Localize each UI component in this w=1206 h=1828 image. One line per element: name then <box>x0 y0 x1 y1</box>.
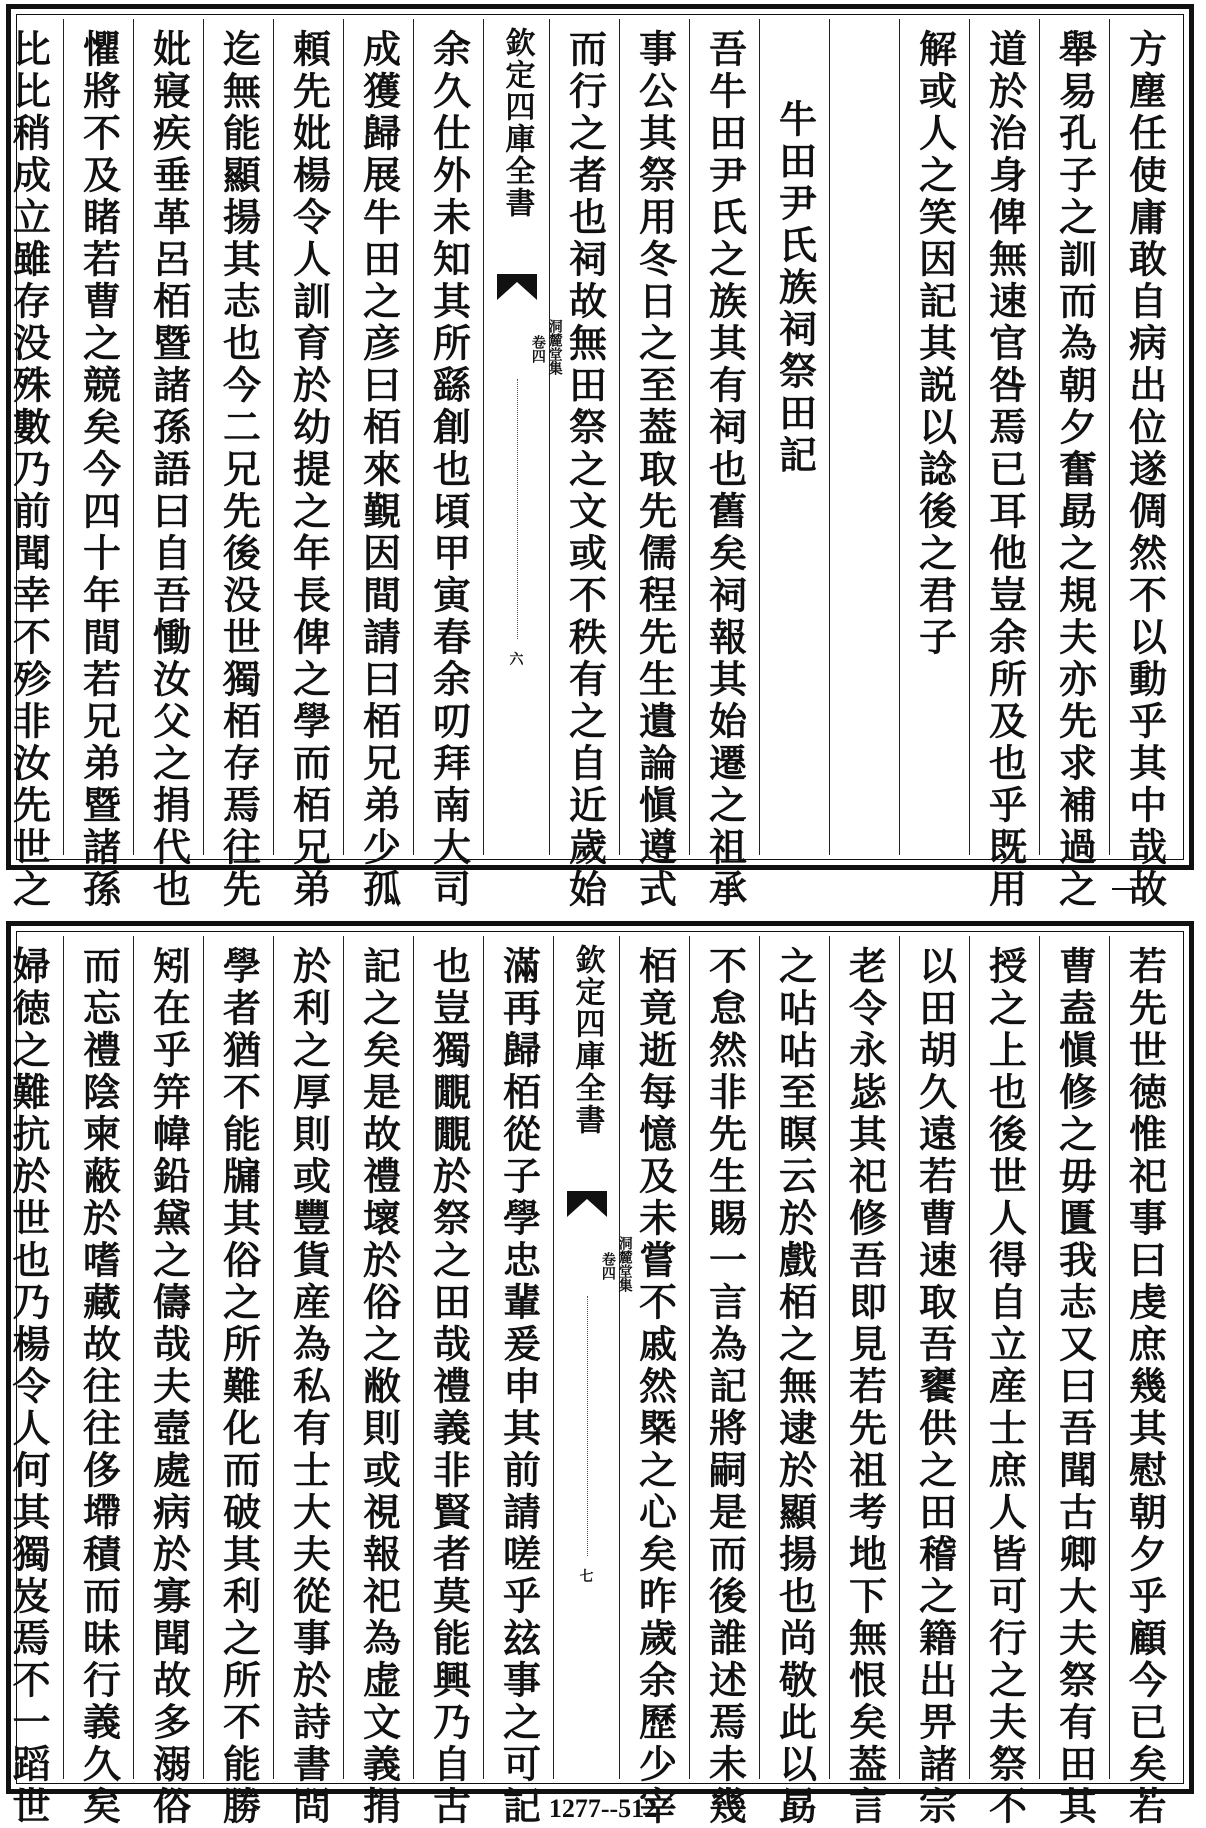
column-text: 也豈獨覵覵於祭之田哉禮義非賢者莫能興乃自古 <box>426 946 472 1828</box>
column-text: 方塵任使庸敢自病出位遂倜然不以動乎其中哉故 <box>1122 29 1168 911</box>
text-column-blank <box>829 19 899 855</box>
text-column <box>413 19 483 911</box>
text-column <box>0 936 63 1828</box>
text-column <box>829 936 899 1828</box>
column-text: 若先世徳惟祀事曰虔庶幾其慰朝夕乎顧今已矣若 <box>1122 946 1168 1828</box>
column-text: 道於治身俾無速官咎焉已耳他豈余所及也乎既用 <box>982 29 1028 911</box>
center-fold-column <box>553 936 633 1779</box>
volume-number: 卷四 <box>529 335 546 363</box>
text-column <box>203 19 273 911</box>
text-column <box>969 936 1039 1828</box>
column-text: 記之矣是故禮壞於俗之敝則或視報祀為虚文義捐 <box>356 946 402 1828</box>
text-column <box>203 936 273 1828</box>
text-column <box>899 936 969 1828</box>
text-column <box>133 19 203 911</box>
volume-label <box>471 319 561 375</box>
text-column <box>546 19 619 911</box>
text-column <box>689 19 759 911</box>
text-column <box>413 936 483 1828</box>
fold-line <box>587 1296 588 1556</box>
column-text: 成獲歸展牛田之彦曰栢來覲因間請曰栢兄弟少孤 <box>356 29 402 911</box>
column-text: 余久仕外未知其所繇創也頃甲寅春余叨拜南大司 <box>426 29 472 911</box>
collection-name: 洞麓堂集 <box>616 1236 633 1292</box>
text-column <box>1039 19 1109 911</box>
column-text: 舉易孔子之訓而為朝夕奮勗之規夫亦先求補過之 <box>1052 29 1098 911</box>
leaf-number: 六 <box>509 652 524 668</box>
column-text: 頼先妣楊令人訓育於幼提之年長俾之學而栢兄弟 <box>286 29 332 911</box>
column-text: 滿再歸栢從子學忠輩爰申其前請嗟乎玆事之可記 <box>496 946 542 1828</box>
collection-name: 洞麓堂集 <box>546 319 563 375</box>
column-text: 解或人之笑因記其説以諗後之君子 <box>912 29 958 659</box>
column-text: 迄無能顯揚其志也今二兄先後没世獨栢存焉往先 <box>216 29 262 911</box>
text-column <box>343 936 413 1828</box>
column-text: 妣寢疾垂革呂栢暨諸孫語曰自吾慟汝父之捐代也 <box>146 29 192 911</box>
book-title: 欽定四庫全書 <box>499 27 535 219</box>
book-title: 欽定四庫全書 <box>569 944 605 1136</box>
column-text: 事公其祭用冬日之至葢取先儒程先生遺論愼遵式 <box>632 29 678 911</box>
text-column <box>63 936 133 1828</box>
column-text: 以田胡久遠若曹速取吾饔供之田稽之籍出畀諸宗 <box>912 946 958 1828</box>
column-text: 學者猶不能牖其俗之所難化而破其利之所不能勝 <box>216 946 262 1828</box>
column-text: 授之上也後世人得自立産士庶人皆可行之夫祭不 <box>982 946 1028 1828</box>
volume-label <box>541 1236 631 1292</box>
text-column <box>1109 19 1179 911</box>
fish-tail-mark-icon <box>567 1191 607 1217</box>
column-text: 之呫呫至瞑云於戲栢之無逮於顯揚也尚敬此以勗 <box>772 946 818 1828</box>
text-column <box>1109 936 1179 1828</box>
fish-tail-mark-icon <box>497 274 537 300</box>
text-column <box>273 936 343 1828</box>
center-fold-column <box>483 19 563 855</box>
column-text: 婦徳之難抗於世也乃楊令人何其獨岌焉不一蹈世 <box>6 946 51 1828</box>
text-column <box>63 19 133 911</box>
column-text: 吾牛田尹氏之族其有祠也舊矣祠報其始遷之祖承 <box>702 29 748 911</box>
text-column <box>899 19 969 855</box>
text-column <box>689 936 759 1828</box>
section-title-column <box>759 19 829 855</box>
top-page <box>6 4 1194 911</box>
column-text: 懼將不及睹若曹之競矣今四十年間若兄弟暨諸孫 <box>76 29 122 911</box>
column-text: 不怠然非先生賜一言為記將嗣是而後誰述焉未幾 <box>702 946 748 1828</box>
column-text: 栢竟逝每憶及未嘗不戚然槩之心矣昨歲余歷少宰 <box>632 946 678 1828</box>
text-column <box>343 19 413 911</box>
top-text-columns <box>6 19 1179 911</box>
column-text: 比比稍成立雖存没殊數乃前聞幸不殄非汝先世之 <box>6 29 52 911</box>
text-column <box>619 19 689 911</box>
text-column <box>133 936 203 1828</box>
text-column <box>0 19 63 911</box>
fold-line <box>517 379 518 639</box>
volume-number: 卷四 <box>599 1252 616 1280</box>
column-text: 矧在乎笄幃鉛黛之儔哉夫壼處病於寡聞故多溺俗 <box>146 946 192 1828</box>
page-footer-number: 1277--512 <box>548 1794 658 1823</box>
column-text: 老令永毖其祀修吾即見若先祖考地下無恨矣葢言 <box>842 946 888 1828</box>
leaf-number: 七 <box>579 1569 594 1585</box>
text-column <box>483 936 553 1828</box>
text-column <box>273 19 343 911</box>
column-text: 而忘禮陰柬蔽於嗜藏故往往侈墆積而昧行義久矣 <box>76 946 122 1828</box>
text-column <box>759 936 829 1828</box>
section-title: 牛田尹氏族祠祭田記 <box>772 99 818 477</box>
column-text: 於利之厚則或豐貨産為私有士大夫從事於詩書問 <box>286 946 332 1828</box>
text-column <box>969 19 1039 911</box>
page-separator-mark <box>1112 888 1134 890</box>
column-text: 曹盍愼修之毋匱我志又曰吾聞古卿大夫祭有田其 <box>1052 946 1098 1828</box>
column-text: 而行之者也祠故無田祭之文或不秩有之自近歲始 <box>562 29 608 911</box>
text-column <box>1039 936 1109 1828</box>
text-column <box>616 936 689 1828</box>
